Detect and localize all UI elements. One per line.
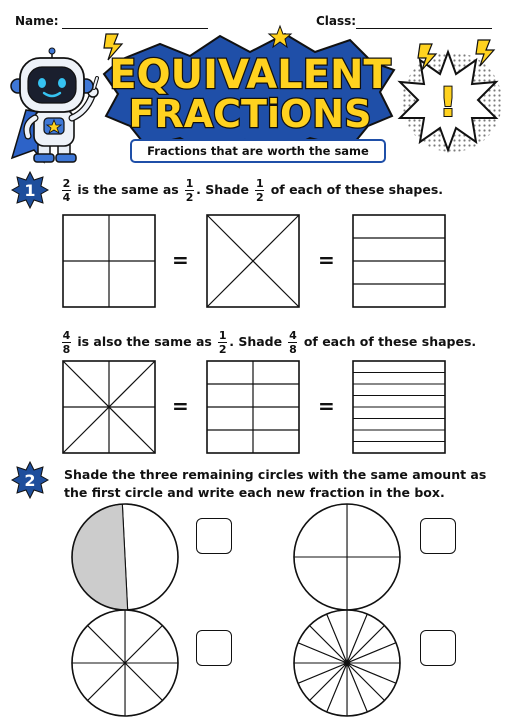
equals-sign: = xyxy=(318,248,335,272)
circle-sixteenths[interactable] xyxy=(292,608,402,718)
q1-line2-text-a: is also the same as xyxy=(77,334,212,349)
answer-box[interactable] xyxy=(420,630,456,666)
equals-sign: = xyxy=(172,248,189,272)
question-2-line1: Shade the three remaining circles with the same amount as xyxy=(64,467,487,482)
fraction-4-8: $\frac{4}{8}$ xyxy=(62,329,71,356)
fraction-2-4: $\frac{2}{4}$ xyxy=(62,177,71,204)
question-1-line2 xyxy=(60,330,476,355)
name-field[interactable] xyxy=(62,28,208,29)
exclamation-burst-icon xyxy=(392,38,506,156)
square-eighths-grid[interactable] xyxy=(206,360,300,454)
circle-segment[interactable] xyxy=(122,504,178,610)
square-diagonals[interactable] xyxy=(206,214,300,308)
q1-text-c: of each of these shapes. xyxy=(270,182,444,197)
question-1-number: 1 xyxy=(24,181,36,200)
name-label: Name: xyxy=(15,14,59,28)
title-line1: EQUIVALENT xyxy=(109,52,391,98)
fraction-1-2: $\frac{1}{2}$ xyxy=(218,329,227,356)
answer-box[interactable] xyxy=(196,518,232,554)
square-horizontal-strips[interactable] xyxy=(352,214,446,308)
answer-box[interactable] xyxy=(196,630,232,666)
class-field[interactable] xyxy=(356,28,492,29)
question-1-badge xyxy=(12,172,48,208)
fraction-1-2: $\frac{1}{2}$ xyxy=(185,177,194,204)
question-1-line1 xyxy=(60,178,443,203)
circle-segment-shaded[interactable] xyxy=(72,504,128,610)
square-eighths-star[interactable] xyxy=(62,360,156,454)
circle-halves[interactable] xyxy=(70,502,180,612)
class-label: Class: xyxy=(316,14,357,28)
circle-quarters[interactable] xyxy=(292,502,402,612)
square-eighths-strips[interactable] xyxy=(352,360,446,454)
title-line2: FRACTiONS xyxy=(128,92,372,136)
q1-text-a: is the same as xyxy=(77,182,179,197)
subtitle-ribbon: Fractions that are worth the same xyxy=(130,139,386,163)
equals-sign: = xyxy=(318,394,335,418)
equals-sign: = xyxy=(172,394,189,418)
q1-line2-text-b: . Shade xyxy=(229,334,283,349)
exclamation-mark: ! xyxy=(438,80,458,126)
circle-eighths[interactable] xyxy=(70,608,180,718)
question-2-badge xyxy=(12,462,48,498)
question-2-number: 2 xyxy=(24,471,36,490)
q1-text-b: . Shade xyxy=(196,182,249,197)
q1-line2-text-c: of each of these shapes. xyxy=(303,334,477,349)
answer-box[interactable] xyxy=(420,518,456,554)
question-2-line2: the first circle and write each new fraction in the box. xyxy=(64,485,445,500)
square-quarters[interactable] xyxy=(62,214,156,308)
fraction-1-2-shade: $\frac{1}{2}$ xyxy=(256,177,264,204)
fraction-4-8-shade: $\frac{4}{8}$ xyxy=(289,329,297,356)
